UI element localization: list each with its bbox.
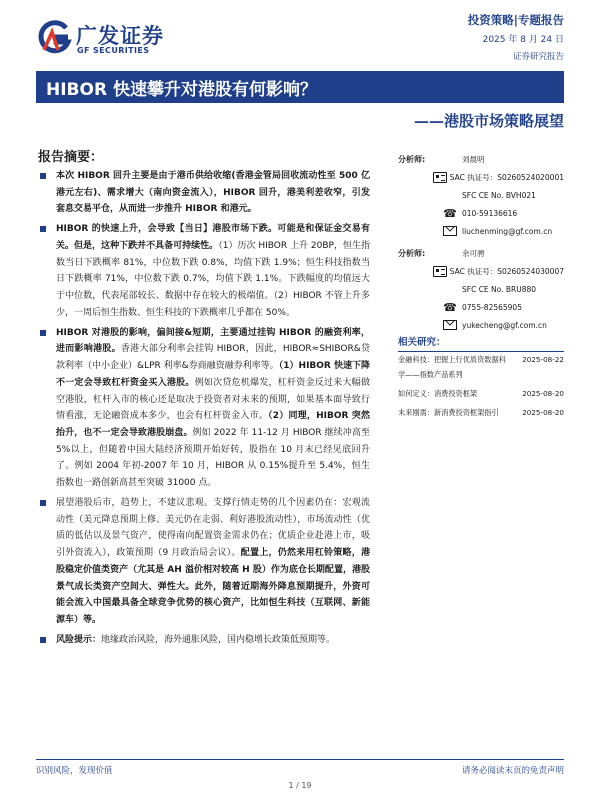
paragraph-text: 地缘政治风险，海外通胀风险，国内稳增长政策低预期等。	[101, 634, 336, 645]
paragraph-text: （2）同理，HIBOR 突然抬升，也不一定会导致港股崩盘。	[56, 411, 370, 439]
paragraph-text: 本次 HIBOR 回升主要是由于港币供给收缩(香港金管局回收流动性至 500 亿港元左右)、需求增大（南向资金流入），HIBOR 回升，港美利差收窄，引发套息交易平仓，从而进一步推升 HIBOR 和港元。	[56, 171, 370, 215]
abstract-body	[38, 168, 370, 652]
email-icon	[443, 320, 457, 330]
gf-logo-icon	[36, 20, 72, 56]
related-report-title: 未来刚需：新消费投资框架指引	[398, 408, 499, 417]
analyst-card	[398, 244, 564, 334]
analyst-row	[398, 204, 564, 222]
square-bullet-icon	[40, 637, 46, 643]
analyst-email[interactable]: yukecheng@gf.com.cn	[462, 320, 547, 330]
paragraph-text: （1）历次 HIBOR 上升 20BP，恒生指数当日下跌概率 81%，中位数下跌 0.8%，均值下跌 1.9%；恒生科技指数当日下跌概率 71%，中位数下跌 0.7%，均值下跌 1.1%。下跌幅度的均值远大于中位数，代表尾部较长、数据中存在较大的极端值。（2）HIBOR 不管上升多少，一周后恒生指数、恒生科技的下跌概率几乎都在 50%。	[56, 240, 370, 318]
phone-icon: ☎	[443, 206, 457, 220]
analyst-role: 分析师:	[398, 154, 426, 164]
abstract-paragraph	[38, 632, 370, 649]
related-report-date: 2025-08-22	[522, 355, 564, 364]
icon-slot	[438, 208, 462, 219]
analyst-row	[398, 168, 564, 186]
report-dept: 证券研究报告	[512, 52, 564, 62]
analyst-sac: SAC 执证号：S0260524030007	[449, 266, 564, 276]
abstract-paragraph	[38, 221, 370, 321]
square-bullet-icon	[40, 226, 46, 232]
report-date: 2025 年 8 月 24 日	[482, 35, 564, 45]
report-type: 投资策略|专题报告	[467, 13, 564, 27]
analyst-phone: 0755-82565905	[462, 302, 522, 312]
related-report-date: 2025-08-20	[522, 389, 564, 398]
analyst-sac: SAC 执证号：S0260524020001	[449, 172, 564, 182]
analyst-email[interactable]: liuchenming@gf.com.cn	[462, 226, 553, 236]
analyst-card	[398, 150, 564, 240]
related-report-item[interactable]	[398, 352, 564, 382]
paragraph-text: 风险提示：	[56, 634, 102, 645]
icon-slot	[430, 172, 449, 183]
paragraph-text: 配置上，仍然来用杠铃策略，港股稳定价值类资产（尤其是 AH 溢价相对较高 H 股）作为底仓长期配置，港股景气成长类资产空间大、弹性大。此外，随着近期海外降息预期提升，外资可能会流入中国最具备全球竞争优势的核心资产，比如恒生科技（互联网、新能源车）等。	[56, 548, 370, 626]
related-report-title: 如何定义：消费投资框架	[398, 389, 478, 398]
paragraph-text: （1）HIBOR 快速下降不一定会导致杠杆资金买入港股。	[56, 361, 371, 388]
abstract-heading: 报告摘要：	[38, 150, 104, 165]
square-bullet-icon	[40, 500, 46, 506]
analyst-row	[398, 262, 564, 280]
analyst-row	[398, 222, 564, 240]
page-number: 1 / 19	[288, 781, 312, 790]
analyst-role: 分析师:	[398, 248, 426, 258]
analyst-row	[398, 298, 564, 316]
paragraph-text: HIBOR 的快速上升，会导致【当日】港股市场下跌。可能是和保证金交易有关。但是，这种下跌并不具备可持续性。	[56, 224, 370, 251]
paragraph-text: 例如次贷危机爆发，杠杆资金反过来大幅做空港股，杠杆入市的核心还是取决于投资者对未来的预期，如果基本面导致行情看涨，无论融资成本多少，也会有杠杆资金入市。	[56, 377, 370, 422]
analyst-sfc: SFC CE No. BVH021	[462, 190, 536, 200]
page-header	[0, 0, 600, 78]
logo-text-en: GF SECURITIES	[77, 46, 150, 55]
paragraph-text: 例如 2022 年 11-12 月 HIBOR 继续冲高至 5%以上，但随着中国大陆经济预期开始好转，股指在 10 月末已经见底回升了。例如 2004 年初-2007 年 10 月，HIBOR 从 0.15%提升至 5.4%，恒生指数也一路创新高甚至突破 31000 点。	[56, 428, 370, 489]
analyst-row	[398, 186, 564, 204]
related-report-item[interactable]	[398, 405, 564, 420]
analyst-name: 余可骋	[462, 248, 485, 258]
square-bullet-icon	[40, 173, 46, 179]
footer-slogan: 识别风险，发现价值	[36, 766, 113, 776]
id-card-icon	[433, 266, 447, 277]
title-bar	[36, 71, 564, 103]
related-report-date: 2025-08-20	[522, 408, 564, 417]
paragraph-text: 香港大部分利率会挂钩 HIBOR，因此，HIBOR≈SHIBOR&贷款利率（中小企业）&LPR 利率&券商融资融券利率等。	[56, 344, 370, 372]
related-research-heading: 相关研究：	[398, 334, 564, 352]
abstract-paragraph	[38, 168, 370, 218]
square-bullet-icon	[40, 330, 46, 336]
related-report-item[interactable]	[398, 386, 564, 401]
id-card-icon	[433, 172, 447, 183]
analyst-row	[398, 244, 564, 262]
email-icon	[443, 226, 457, 236]
analyst-row	[398, 150, 564, 168]
icon-slot	[430, 266, 449, 277]
related-report-title: 金融科技：把握上行优质资数据科学——指数产品系列	[398, 355, 506, 379]
footer-divider	[36, 759, 564, 760]
report-subtitle: ——港股市场策略展望	[413, 112, 564, 130]
icon-slot	[438, 302, 462, 313]
footer-disclaimer: 请务必阅读末页的免责声明	[461, 766, 564, 776]
abstract-paragraph	[38, 325, 370, 492]
related-research-list	[398, 352, 564, 424]
company-logo	[36, 18, 166, 58]
analyst-row	[398, 316, 564, 334]
paragraph-text: 展望港股后市，趋势上，不建议悲观。支撑行情走势的几个因素仍在：宏观流动性（美元降息预期上修、美元仍在走弱、利好港股流动性），市场流动性（优质的低估以及景气资产，使得南向配置资金需求仍在；优质企业赴港上市，吸引外资流入），政策预期（9 月政治局会议）。	[56, 497, 370, 559]
paragraph-text: HIBOR 对港股的影响，偏间接&短期，主要通过挂钩 HIBOR 的融资利率，进而影响港股。	[56, 327, 370, 355]
report-title: HIBOR 快速攀升对港股有何影响？	[46, 80, 317, 100]
analyst-panel	[398, 150, 564, 336]
analyst-phone: 010-59136616	[462, 208, 518, 218]
phone-icon: ☎	[443, 300, 457, 314]
icon-slot	[438, 226, 462, 236]
icon-slot	[438, 320, 462, 330]
analyst-name: 刘晨明	[462, 154, 485, 164]
abstract-paragraph	[38, 495, 370, 629]
analyst-sfc: SFC CE No. BRU880	[462, 284, 537, 294]
logo-text-cn: 广发证券	[76, 24, 164, 48]
analyst-row	[398, 280, 564, 298]
